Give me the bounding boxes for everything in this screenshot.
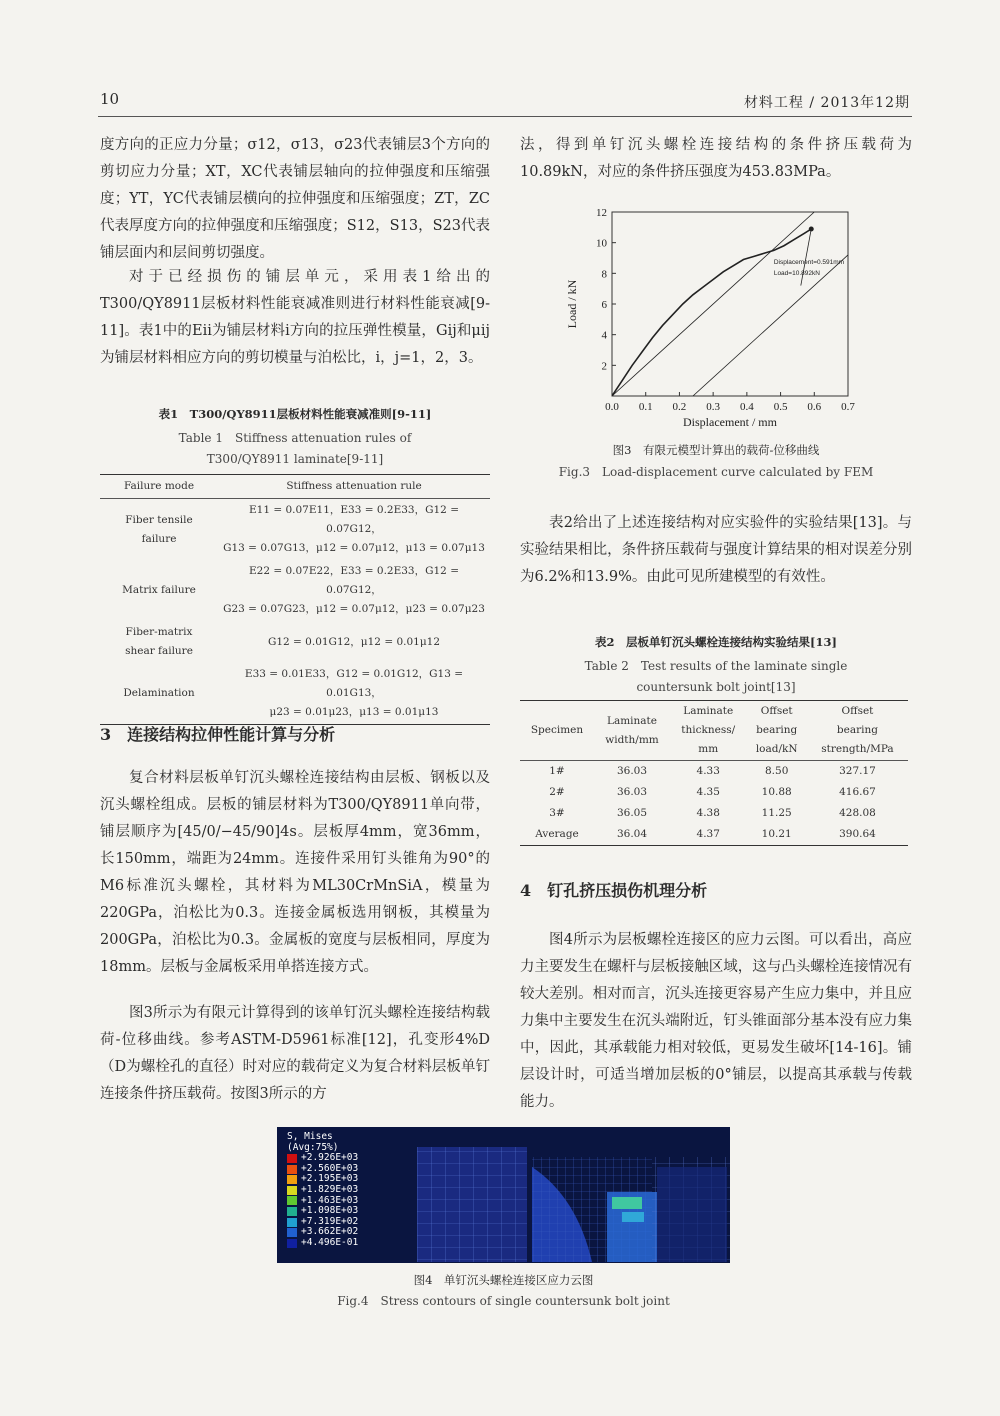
x-tick-label: 0.1 <box>638 401 653 413</box>
y-tick-label: 12 <box>596 207 607 219</box>
paragraph: 法，得到单钉沉头螺栓连接结构的条件挤压载荷为10.89kN，对应的条件挤压强度为453.83MPa。 <box>520 137 912 180</box>
table-row <box>520 761 908 783</box>
table-cell: Fiber tensile <box>125 513 193 526</box>
annotation-text: Displacement=0.591mm <box>773 259 845 267</box>
header-divider <box>98 116 912 117</box>
table-cell: 36.03 <box>616 765 648 777</box>
table-row <box>100 560 490 621</box>
table-2-title-en-1: Table 2 Test results of the laminate single <box>584 659 848 673</box>
table-cell: 10.88 <box>761 786 792 798</box>
figure-4-caption-cn: 图4 单钉沉头螺栓连接区应力云图 <box>413 1273 594 1287</box>
table-cell: 10.21 <box>761 828 792 840</box>
annotation-leader <box>801 229 811 286</box>
x-tick-label: 0.6 <box>807 401 822 413</box>
mesh-region <box>417 1147 527 1262</box>
table-header: Specimen <box>530 724 584 736</box>
table-cell: 2# <box>549 786 565 798</box>
offset-line <box>612 212 814 396</box>
page-number: 10 <box>100 90 120 108</box>
figure-3-caption-en: Fig.3 Load-displacement curve calculated by FEM <box>558 465 874 479</box>
right-para-3 <box>520 927 912 1116</box>
table-cell: 36.04 <box>616 828 648 840</box>
header-line: bearing <box>836 724 878 736</box>
y-tick-label: 2 <box>601 360 607 373</box>
legend-swatch <box>287 1154 297 1163</box>
table-cell: E11 = 0.07E11，E33 = 0.2E33，G12 = 0.07G12， <box>248 504 459 535</box>
right-para-1 <box>520 132 912 186</box>
legend-swatch <box>287 1218 297 1227</box>
section-4-title: 4 钉孔挤压损伤机理分析 <box>520 881 708 900</box>
table-cell: 428.08 <box>839 807 876 819</box>
paragraph: 对于已经损伤的铺层单元，采用表1给出的T300/QY8911层板材料性能衰减准则进行材料性能衰减[9-11]。表1中的Eii为铺层材料i方向的拉压弹性模量，Gij和μij为铺层材料相应方向的剪切模量与泊松比，i，j=1，2，3。 <box>100 269 490 366</box>
paragraph: 复合材料层板单钉沉头螺栓连接结构由层板、钢板以及沉头螺栓组成。层板的铺层材料为T300/QY8911单向带，铺层顺序为[45/0/−45/90]4s。层板厚4mm，宽36mm，长150mm，端距为24mm。连接件采用钉头锥角为90°的M6标准沉头螺栓，其材料为ML30CrMnSiA，模量为220GPa，泊松比为0.3。连接金属板选用钢板，其模量为200GPa，泊松比为0.3。金属板的宽度与层板相同，厚度为18mm。层板与金属板采用单搭连接方式。 <box>100 770 490 975</box>
table-1-title-cn: 表1 T300/QY8911层板材料性能衰减准则[9-11] <box>158 407 432 421</box>
legend-swatch <box>287 1196 297 1205</box>
header-line: load/kN <box>755 743 798 755</box>
table-cell: G12 = 0.01G12，μ12 = 0.01μ12 <box>267 635 441 648</box>
legend-value: +1.463E+03 <box>301 1194 359 1206</box>
table-cell: Fiber-matrix <box>125 626 193 638</box>
table-header <box>746 701 806 761</box>
figure-4-contour <box>277 1127 730 1263</box>
table-1-title-en-2: T300/QY8911 laminate[9-11] <box>206 452 384 466</box>
paragraph: 表2给出了上述连接结构对应实验件的实验结果[13]。与实验结果相比，条件挤压载荷与强度计算结果的相对误差分别为6.2%和13.9%。由此可见所建模型的有效性。 <box>520 515 912 585</box>
table-cell: shear failure <box>125 645 193 657</box>
right-para-2 <box>520 510 912 591</box>
table-cell: 327.17 <box>839 765 876 777</box>
load-displacement-curve <box>612 229 811 396</box>
journal-header: 材料工程 / 2013年12期 <box>743 95 910 111</box>
legend-value: +1.098E+03 <box>301 1205 359 1217</box>
table-header: Failure mode <box>123 480 195 492</box>
contour-legend <box>287 1132 358 1249</box>
legend-swatch <box>287 1175 297 1184</box>
y-tick-label: 10 <box>596 237 607 250</box>
header-line: width/mm <box>605 733 659 746</box>
legend-swatch <box>287 1228 297 1237</box>
legend-row <box>287 1185 358 1196</box>
header-line: Laminate <box>606 714 657 727</box>
y-axis-label: Load / kN <box>565 279 579 329</box>
high-stress-region <box>622 1212 644 1222</box>
table-cell: 3# <box>549 807 565 819</box>
offset-line <box>693 212 880 396</box>
table-2-block <box>520 634 912 846</box>
header-line: Offset <box>760 705 793 717</box>
table-row <box>100 663 490 725</box>
table-cell: 36.05 <box>616 807 648 819</box>
table-1-block <box>100 406 490 725</box>
figure-3-caption-cn: 图3 有限元模型计算出的载荷-位移曲线 <box>612 443 820 457</box>
table-cell: 8.50 <box>765 765 789 777</box>
header-line: strength/MPa <box>821 743 894 755</box>
legend-value: +3.662E+02 <box>301 1226 359 1238</box>
table-cell: failure <box>141 532 177 545</box>
annotation-text: Load=10.892kN <box>773 269 820 277</box>
legend-value: +4.496E-01 <box>301 1236 359 1248</box>
legend-row <box>287 1238 358 1249</box>
x-tick-label: 0.2 <box>672 401 687 413</box>
table-cell: Matrix failure <box>122 584 196 596</box>
table-cell: 11.25 <box>761 807 792 819</box>
table-cell: 4.38 <box>696 807 720 819</box>
table-cell: 4.37 <box>696 828 720 840</box>
y-tick-label: 4 <box>601 329 607 342</box>
table-cell: G23 = 0.07G23，μ12 = 0.07μ12，μ23 = 0.07μ23 <box>223 603 485 615</box>
table-cell: 1# <box>549 765 565 777</box>
legend-avg: (Avg:75%) <box>287 1141 339 1153</box>
legend-value: +7.319E+02 <box>301 1215 359 1227</box>
x-axis-label: Displacement / mm <box>683 415 777 429</box>
legend-swatch <box>287 1239 297 1248</box>
left-para-4 <box>100 1000 490 1108</box>
table-row <box>520 782 908 803</box>
legend-swatch <box>287 1186 297 1195</box>
y-tick-label: 6 <box>601 299 607 311</box>
table-row <box>100 621 490 663</box>
legend-value: +2.560E+03 <box>301 1162 359 1174</box>
table-cell: 390.64 <box>839 828 876 840</box>
table-header <box>594 701 670 761</box>
plate-region <box>657 1167 727 1262</box>
table-cell: 4.33 <box>696 765 720 777</box>
legend-rows <box>287 1153 358 1248</box>
table-cell: E22 = 0.07E22，E33 = 0.2E33，G12 = 0.07G12， <box>248 565 459 596</box>
table-1 <box>100 474 490 725</box>
table-cell: μ23 = 0.01μ23，μ13 = 0.01μ13 <box>269 706 439 718</box>
table-cell: 36.03 <box>616 786 648 798</box>
table-cell: 4.35 <box>696 786 720 798</box>
figure-3-chart <box>560 198 880 438</box>
table-row <box>520 803 908 824</box>
paragraph: 图3所示为有限元计算得到的该单钉沉头螺栓连接结构载荷-位移曲线。参考ASTM-D5961标准[12]，孔变形4%D（D为螺栓孔的直径）时对应的载荷定义为复合材料层板单钉连接条件挤压载荷。按图3所示的方 <box>100 1005 490 1102</box>
x-tick-label: 0.7 <box>841 401 855 413</box>
table-header: Stiffness attenuation rule <box>286 480 422 492</box>
table-cell: Delamination <box>123 687 195 699</box>
table-1-title-en-1: Table 1 Stiffness attenuation rules of <box>178 431 412 445</box>
x-tick-label: 0.0 <box>605 401 619 413</box>
table-cell: 416.67 <box>839 786 876 798</box>
header-line: thickness/ <box>681 724 736 736</box>
paragraph: 度方向的正应力分量；σ12，σ13，σ23代表铺层3个方向的剪切应力分量；XT，XC代表铺层轴向的拉伸强度和压缩强度；YT，YC代表铺层横向的拉伸强度和压缩强度；ZT，ZC代表厚度方向的拉伸强度和压缩强度；S12，S13，S23代表铺层面内和层间剪切强度。 <box>100 137 490 261</box>
table-header <box>670 701 746 761</box>
high-stress-region <box>612 1197 642 1209</box>
legend-title: S, Mises <box>287 1131 333 1142</box>
legend-value: +2.195E+03 <box>301 1173 359 1185</box>
x-tick-label: 0.4 <box>739 401 754 413</box>
left-para-2 <box>100 264 490 372</box>
header-line: Laminate <box>683 705 734 717</box>
plot-area <box>565 207 880 429</box>
plot-frame <box>612 212 848 396</box>
table-row <box>100 499 490 561</box>
figure-4-caption-en: Fig.4 Stress contours of single countersunk bolt joint <box>337 1294 670 1308</box>
table-cell: G13 = 0.07G13，μ12 = 0.07μ12，μ13 = 0.07μ13 <box>223 542 485 554</box>
table-2 <box>520 700 908 846</box>
legend-swatch <box>287 1207 297 1216</box>
table-header <box>807 701 908 761</box>
legend-value: +2.926E+03 <box>301 1152 359 1164</box>
left-para-1 <box>100 132 490 267</box>
table-cell: Average <box>535 828 579 840</box>
header-line: mm <box>698 743 719 755</box>
legend-value: +1.829E+03 <box>301 1183 359 1195</box>
table-row <box>520 824 908 846</box>
x-tick-label: 0.3 <box>706 401 721 413</box>
header-line: bearing <box>756 724 798 736</box>
table-2-title-en-2: countersunk bolt joint[13] <box>636 680 796 694</box>
x-tick-label: 0.5 <box>773 401 788 413</box>
table-cell: E33 = 0.01E33，G12 = 0.01G12，G13 = 0.01G13， <box>244 668 464 699</box>
section-3-title: 3 连接结构拉伸性能计算与分析 <box>100 725 336 744</box>
paragraph: 图4所示为层板螺栓连接区的应力云图。可以看出，高应力主要发生在螺杆与层板接触区域，这与凸头螺栓连接情况有较大差别。相对而言，沉头连接更容易产生应力集中，并且应力集中主要发生在沉头端附近，钉头锥面部分基本没有应力集中，因此，其承载能力相对较低，更易发生破坏[14-16]。铺层设计时，可适当增加层板的0°铺层，以提高其承载与传载能力。 <box>520 932 912 1110</box>
y-tick-label: 8 <box>601 268 607 281</box>
legend-swatch <box>287 1165 297 1174</box>
left-para-3 <box>100 765 490 981</box>
header-line: Offset <box>841 705 874 717</box>
table-2-title-cn: 表2 层板单钉沉头螺栓连接结构实验结果[13] <box>595 635 837 649</box>
